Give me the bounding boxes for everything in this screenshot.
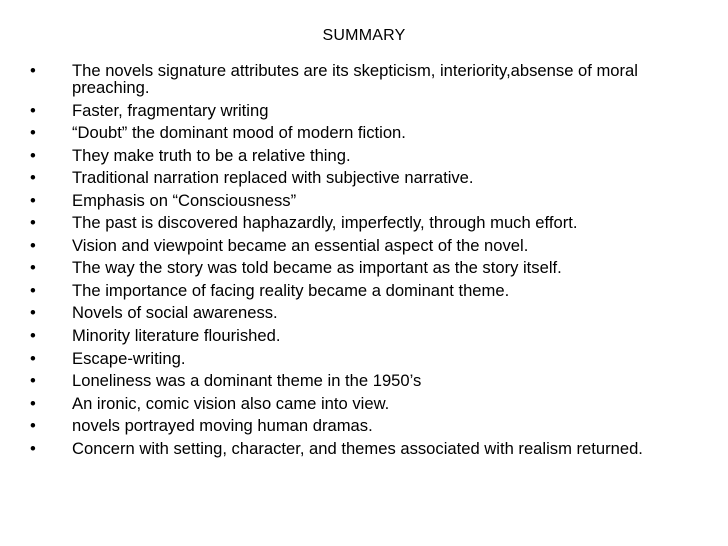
bullet-item: [30, 124, 710, 141]
bullet-item: [30, 350, 710, 367]
bullet-text: They make truth to be a relative thing.: [72, 145, 351, 165]
bullet-item: [30, 440, 710, 457]
bullet-item: [30, 192, 710, 209]
bullet-text: Emphasis on “Consciousness”: [72, 190, 297, 210]
bullet-item: [30, 259, 710, 276]
bullet-icon: •: [30, 371, 36, 391]
bullet-icon: •: [30, 326, 36, 346]
bullet-item: [30, 395, 710, 412]
bullet-list: [30, 62, 710, 462]
bullet-text: “Doubt” the dominant mood of modern fiction.: [72, 123, 406, 143]
bullet-icon: •: [30, 348, 36, 368]
slide-title: SUMMARY: [322, 27, 406, 44]
bullet-text: The novels signature attributes are its skepticism, interiority,absense of moral preaching.: [72, 61, 638, 97]
bullet-icon: •: [30, 213, 36, 233]
bullet-text: Vision and viewpoint became an essential aspect of the novel.: [72, 235, 529, 255]
bullet-icon: •: [30, 235, 36, 255]
bullet-icon: •: [30, 438, 36, 458]
bullet-item: [30, 147, 710, 164]
bullet-icon: •: [30, 123, 36, 143]
bullet-item: [30, 304, 710, 321]
bullet-icon: •: [30, 258, 36, 278]
bullet-icon: •: [30, 190, 36, 210]
bullet-icon: •: [30, 393, 36, 413]
bullet-item: [30, 372, 710, 389]
bullet-text: Concern with setting, character, and themes associated with realism returned.: [72, 438, 643, 458]
bullet-text: novels portrayed moving human dramas.: [72, 416, 373, 436]
bullet-icon: •: [30, 303, 36, 323]
bullet-icon: •: [30, 416, 36, 436]
bullet-item: [30, 282, 710, 299]
bullet-item: [30, 327, 710, 344]
bullet-item: [30, 102, 710, 119]
bullet-icon: •: [30, 61, 36, 80]
bullet-icon: •: [30, 168, 36, 188]
bullet-icon: •: [30, 100, 36, 120]
bullet-text: Faster, fragmentary writing: [72, 100, 269, 120]
bullet-text: An ironic, comic vision also came into view.: [72, 393, 390, 413]
bullet-item: [30, 417, 710, 434]
bullet-text: Loneliness was a dominant theme in the 1950’s: [72, 371, 422, 391]
bullet-text: Traditional narration replaced with subjective narrative.: [72, 168, 474, 188]
bullet-text: The way the story was told became as important as the story itself.: [72, 258, 562, 278]
bullet-text: Minority literature flourished.: [72, 326, 281, 346]
bullet-item: [30, 237, 710, 254]
bullet-text: The importance of facing reality became a dominant theme.: [72, 280, 510, 300]
bullet-item: [30, 62, 710, 96]
bullet-icon: •: [30, 280, 36, 300]
bullet-text: Escape-writing.: [72, 348, 186, 368]
bullet-item: [30, 214, 710, 231]
bullet-icon: •: [30, 145, 36, 165]
bullet-text: The past is discovered haphazardly, imperfectly, through much effort.: [72, 213, 578, 233]
bullet-text: Novels of social awareness.: [72, 303, 278, 323]
bullet-item: [30, 169, 710, 186]
